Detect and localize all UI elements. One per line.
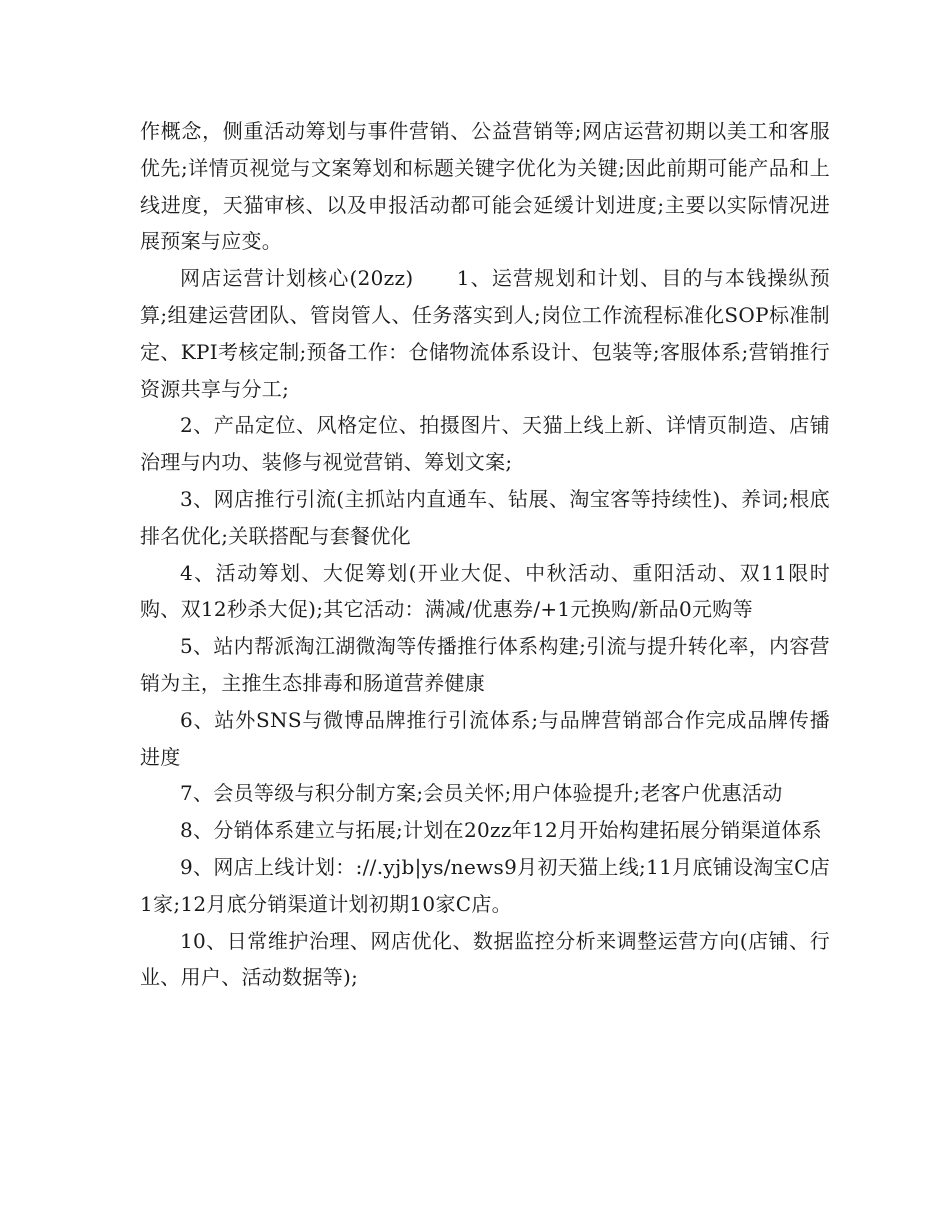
paragraph-item-6: 6、站外SNS与微博品牌推行引流体系;与品牌营销部合作完成品牌传播进度	[140, 707, 830, 769]
paragraph-item-4: 4、活动筹划、大促筹划(开业大促、中秋活动、重阳活动、双11限时购、双12秒杀大促);其它活动：满减/优惠券/+1元换购/新品0元购等	[140, 560, 830, 622]
paragraph-item-9: 9、网店上线计划：://.yjb|ys/news9月初天猫上线;11月底铺设淘宝C店1家;12月底分销渠道计划初期10家C店。	[140, 854, 830, 916]
paragraph-item-8: 8、分销体系建立与拓展;计划在20zz年12月开始构建拓展分销渠道体系	[180, 818, 822, 843]
paragraph-item-2: 2、产品定位、风格定位、拍摄图片、天猫上线上新、详情页制造、店铺治理与内功、装修与视觉营销、筹划文案;	[140, 413, 830, 475]
paragraph-item-3: 3、网店推行引流(主抓站内直通车、钻展、淘宝客等持续性)、养词;根底排名优化;关联搭配与套餐优化	[140, 486, 830, 548]
paragraph-item-5: 5、站内帮派淘江湖微淘等传播推行体系构建;引流与提升转化率，内容营销为主，主推生态排毒和肠道营养健康	[140, 634, 830, 695]
document-body	[140, 113, 830, 996]
paragraph-intro-continuation: 作概念，侧重活动筹划与事件营销、公益营销等;网店运营初期以美工和客服优先;详情页视觉与文案筹划和标题关键字优化为关键;因此前期可能产品和上线进度，天猫审核、以及申报活动都可能会延缓计划进度;主要以实际情况进展预案与应变。	[140, 119, 830, 254]
paragraph-item-10: 10、日常维护治理、网店优化、数据监控分析来调整运营方向(店铺、行业、用户、活动数据等);	[140, 928, 830, 990]
paragraph-plan-core-item-1: 网店运营计划核心(20zz) 1、运营规划和计划、目的与本钱操纵预算;组建运营团队、管岗管人、任务落实到人;岗位工作流程标准化SOP标准制定、KPI考核定制;预备工作：仓储物流体系设计、包装等;客服体系;营销推行资源共享与分工;	[140, 266, 830, 401]
paragraph-item-7: 7、会员等级与积分制方案;会员关怀;用户体验提升;老客户优惠活动	[180, 781, 783, 806]
